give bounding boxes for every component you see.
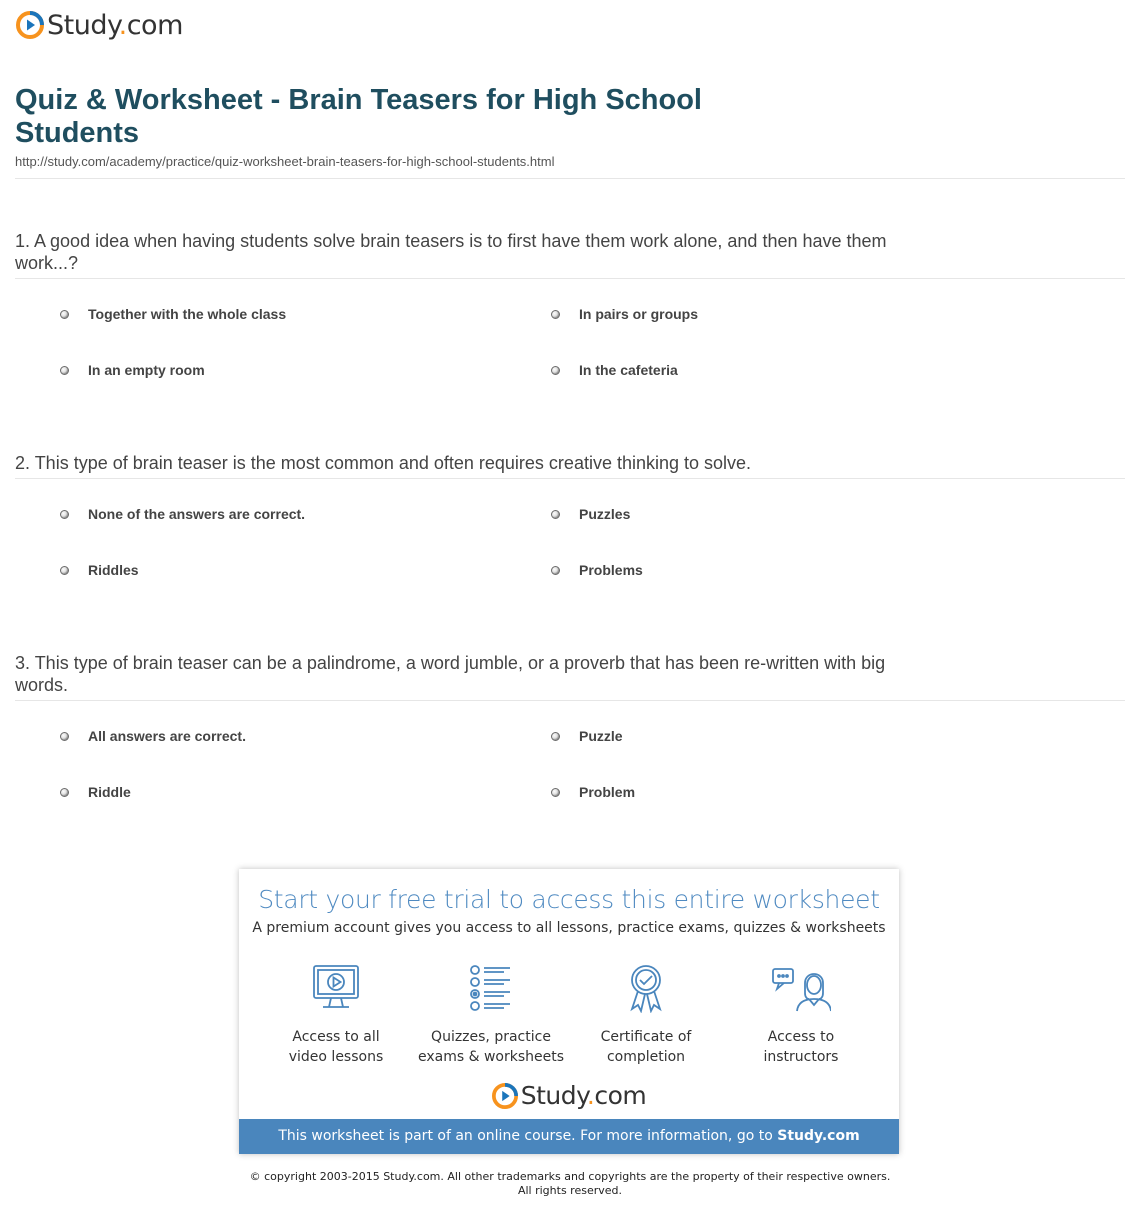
logo-play-icon (16, 11, 44, 39)
option-3c[interactable] (60, 784, 131, 800)
question-3: 3. This type of brain teaser can be a palindrome, a word jumble, or a proverb that has been re-written with big words. (15, 653, 886, 695)
option-2c[interactable] (60, 562, 139, 578)
radio-button[interactable] (551, 732, 560, 741)
quiz-list-icon (466, 963, 516, 1013)
radio-button[interactable] (551, 566, 560, 575)
feature-certificate (571, 963, 721, 1067)
radio-button[interactable] (60, 732, 69, 741)
option-label: In the cafeteria (579, 362, 678, 378)
promo-subheading: A premium account gives you access to all lessons, practice exams, quizzes & worksheets (252, 920, 886, 936)
radio-button[interactable] (60, 788, 69, 797)
divider (15, 278, 1125, 279)
option-label: Puzzles (579, 506, 631, 522)
option-1a[interactable] (60, 306, 286, 322)
option-3d[interactable] (551, 784, 635, 800)
option-label: Puzzle (579, 728, 623, 744)
studycom-link[interactable]: Study.com (777, 1128, 860, 1144)
divider (15, 478, 1125, 479)
certificate-icon (621, 963, 671, 1013)
feature-label: Certificate of completion (600, 1029, 692, 1065)
radio-button[interactable] (551, 366, 560, 375)
option-3a[interactable] (60, 728, 246, 744)
feature-instructors (726, 963, 876, 1067)
feature-video-lessons (261, 963, 411, 1067)
option-2d[interactable] (551, 562, 643, 578)
video-lesson-icon (311, 963, 361, 1013)
radio-button[interactable] (60, 566, 69, 575)
radio-button[interactable] (60, 366, 69, 375)
radio-button[interactable] (551, 788, 560, 797)
logo-wordmark: Study.com (47, 9, 183, 41)
option-label: Problems (579, 562, 643, 578)
divider (15, 178, 1125, 179)
option-label: Problem (579, 784, 636, 800)
studycom-logo[interactable] (16, 8, 183, 42)
option-label: In an empty room (88, 362, 205, 378)
radio-button[interactable] (60, 310, 69, 319)
option-label: Riddles (88, 562, 139, 578)
instructor-icon (771, 963, 831, 1013)
option-label: In pairs or groups (579, 306, 699, 322)
feature-label: Access to all video lessons (288, 1029, 384, 1065)
logo-play-icon (492, 1083, 518, 1109)
option-1b[interactable] (551, 306, 698, 322)
option-1c[interactable] (60, 362, 205, 378)
radio-button[interactable] (551, 310, 560, 319)
question-2: 2. This type of brain teaser is the most common and often requires creative thinking to solve. (15, 453, 752, 473)
option-1d[interactable] (551, 362, 678, 378)
logo-wordmark: Study.com (520, 1081, 647, 1110)
option-label: Together with the whole class (88, 306, 287, 322)
free-trial-promo (239, 869, 899, 1154)
feature-label: Quizzes, practice exams & worksheets (417, 1029, 565, 1065)
promo-heading: Start your free trial to access this entire worksheet (258, 885, 880, 914)
course-info-bar (239, 1119, 899, 1154)
option-3b[interactable] (551, 728, 623, 744)
divider (15, 700, 1125, 701)
option-label: Riddle (88, 784, 131, 800)
option-label: All answers are correct. (88, 728, 246, 744)
copyright-notice: © copyright 2003-2015 Study.com. All other trademarks and copyrights are the property of their respective owners. All rights reserved. (249, 1170, 891, 1197)
radio-button[interactable] (551, 510, 560, 519)
page-url: http://study.com/academy/practice/quiz-worksheet-brain-teasers-for-high-school-students.html (15, 154, 555, 169)
option-label: None of the answers are correct. (88, 506, 306, 522)
question-1: 1. A good idea when having students solve brain teasers is to first have them work alone, and then have them work...? (15, 231, 887, 273)
option-2b[interactable] (551, 506, 630, 522)
course-info-text: This worksheet is part of an online course. For more information, go to (278, 1128, 778, 1144)
option-2a[interactable] (60, 506, 305, 522)
page-title: Quiz & Worksheet - Brain Teasers for High School Students (15, 84, 702, 149)
radio-button[interactable] (60, 510, 69, 519)
feature-label: Access to instructors (763, 1029, 839, 1065)
feature-quizzes (416, 963, 566, 1067)
promo-logo[interactable] (239, 1081, 899, 1110)
